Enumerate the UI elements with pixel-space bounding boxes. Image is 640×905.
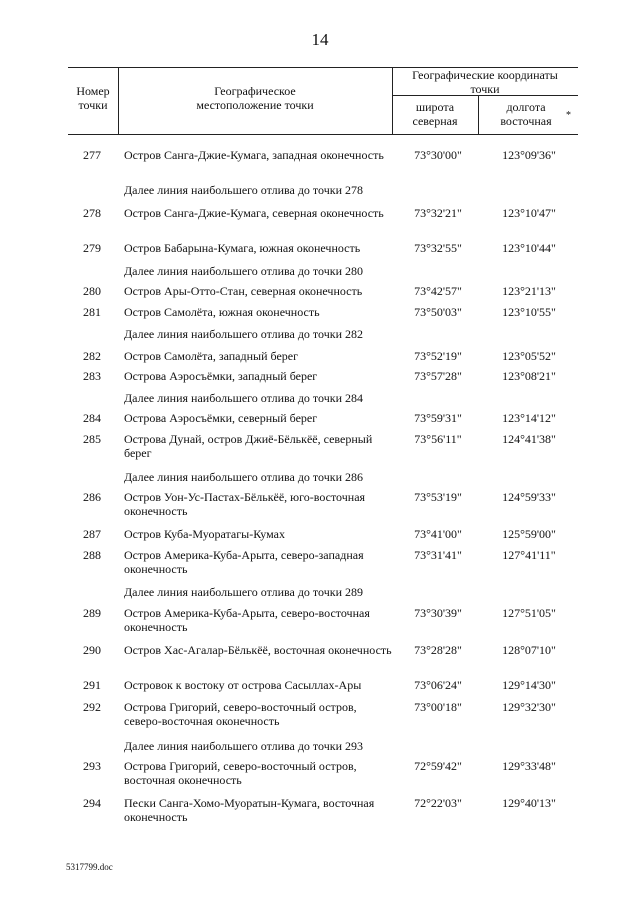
point-longitude: 123°05'52" [502,349,556,363]
point-number: 292 [83,700,101,714]
continuation-note: Далее линия наибольшего отлива до точки 278 [124,183,363,197]
point-longitude: 123°08'21" [502,369,556,383]
point-number: 290 [83,643,101,657]
point-location: Остров Америка-Куба-Арыта, северо-западная оконечность [124,548,364,576]
col-divider-3 [478,95,479,135]
header-longitude: долгота восточная [500,100,552,128]
point-number: 293 [83,759,101,773]
point-number: 277 [83,148,101,162]
point-longitude: 125°59'00" [502,527,556,541]
point-latitude: 73°31'41" [414,548,462,562]
point-latitude: 73°56'11" [414,432,462,446]
point-longitude: 127°41'11" [502,548,556,562]
point-latitude: 73°30'00" [414,148,462,162]
point-longitude: 123°10'55" [502,305,556,319]
header-number: Номер точки [76,84,110,112]
page-number: 14 [311,30,329,49]
point-number: 288 [83,548,101,562]
point-latitude: 73°06'24" [414,678,462,692]
point-location: Острова Григорий, северо-восточный остров, северо-восточная оконечность [124,700,357,728]
point-latitude: 73°00'18" [414,700,462,714]
header-location: Географическое местоположение точки [196,84,314,112]
point-latitude: 73°50'03" [414,305,462,319]
point-longitude: 124°41'38" [502,432,556,446]
point-location: Остров Хас-Агалар-Бёлькёё, восточная оконечность [124,643,392,657]
point-number: 294 [83,796,101,810]
point-longitude: 123°21'13" [502,284,556,298]
point-latitude: 73°57'28" [414,369,462,383]
footnote-mark: * [566,110,571,121]
point-latitude: 72°22'03" [414,796,462,810]
point-location: Островок к востоку от острова Сасыллах-Ары [124,678,362,692]
point-location: Пески Санга-Хомо-Муоратын-Кумага, восточная оконечность [124,796,375,824]
point-latitude: 73°52'19" [414,349,462,363]
point-longitude: 129°40'13" [502,796,556,810]
point-latitude: 72°59'42" [414,759,462,773]
point-latitude: 73°59'31" [414,411,462,425]
point-location: Острова Григорий, северо-восточный остров, восточная оконечность [124,759,357,787]
point-latitude: 73°32'21" [414,206,462,220]
col-divider-1 [118,67,119,135]
point-location: Остров Самолёта, южная оконечность [124,305,320,319]
point-latitude: 73°41'00" [414,527,462,541]
continuation-note: Далее линия наибольшего отлива до точки 293 [124,739,363,753]
point-longitude: 124°59'33" [502,490,556,504]
point-latitude: 73°42'57" [414,284,462,298]
point-latitude: 73°32'55" [414,241,462,255]
point-longitude: 123°09'36" [502,148,556,162]
point-number: 281 [83,305,101,319]
header-latitude: широта северная [412,100,458,128]
document-id: 5317799.doc [66,862,113,872]
point-number: 282 [83,349,101,363]
point-location: Острова Дунай, остров Джиё-Бёлькёё, северный берег [124,432,373,460]
continuation-note: Далее линия наибольшего отлива до точки 280 [124,264,363,278]
continuation-note: Далее линия наибольшего отлива до точки 286 [124,470,363,484]
point-longitude: 129°32'30" [502,700,556,714]
point-longitude: 127°51'05" [502,606,556,620]
point-location: Острова Аэросъёмки, западный берег [124,369,318,383]
point-longitude: 129°33'48" [502,759,556,773]
point-location: Остров Санга-Джие-Кумага, северная оконечность [124,206,384,220]
point-latitude: 73°53'19" [414,490,462,504]
point-latitude: 73°28'28" [414,643,462,657]
point-longitude: 123°10'44" [502,241,556,255]
point-number: 280 [83,284,101,298]
point-number: 278 [83,206,101,220]
point-longitude: 129°14'30" [502,678,556,692]
point-number: 284 [83,411,101,425]
point-location: Остров Америка-Куба-Арыта, северо-восточная оконечность [124,606,370,634]
point-number: 285 [83,432,101,446]
point-longitude: 128°07'10" [502,643,556,657]
header-coordinates: Географические координаты точки [412,68,558,96]
point-number: 286 [83,490,101,504]
point-number: 283 [83,369,101,383]
point-location: Остров Куба-Муоратагы-Кумах [124,527,285,541]
col-divider-2 [392,67,393,135]
point-location: Остров Ары-Отто-Стан, северная оконечность [124,284,363,298]
point-latitude: 73°30'39" [414,606,462,620]
continuation-note: Далее линия наибольшего отлива до точки 282 [124,327,363,341]
point-longitude: 123°14'12" [502,411,556,425]
point-location: Остров Бабарына-Кумага, южная оконечность [124,241,361,255]
point-number: 287 [83,527,101,541]
point-location: Остров Санга-Джие-Кумага, западная оконечность [124,148,384,162]
continuation-note: Далее линия наибольшего отлива до точки 284 [124,391,363,405]
point-location: Острова Аэросъёмки, северный берег [124,411,318,425]
point-location: Остров Самолёта, западный берег [124,349,299,363]
point-number: 279 [83,241,101,255]
point-number: 289 [83,606,101,620]
point-number: 291 [83,678,101,692]
continuation-note: Далее линия наибольшего отлива до точки 289 [124,585,363,599]
header-bottom-rule [68,134,578,135]
point-longitude: 123°10'47" [502,206,556,220]
point-location: Остров Уон-Ус-Пастах-Бёлькёё, юго-восточная оконечность [124,490,366,518]
